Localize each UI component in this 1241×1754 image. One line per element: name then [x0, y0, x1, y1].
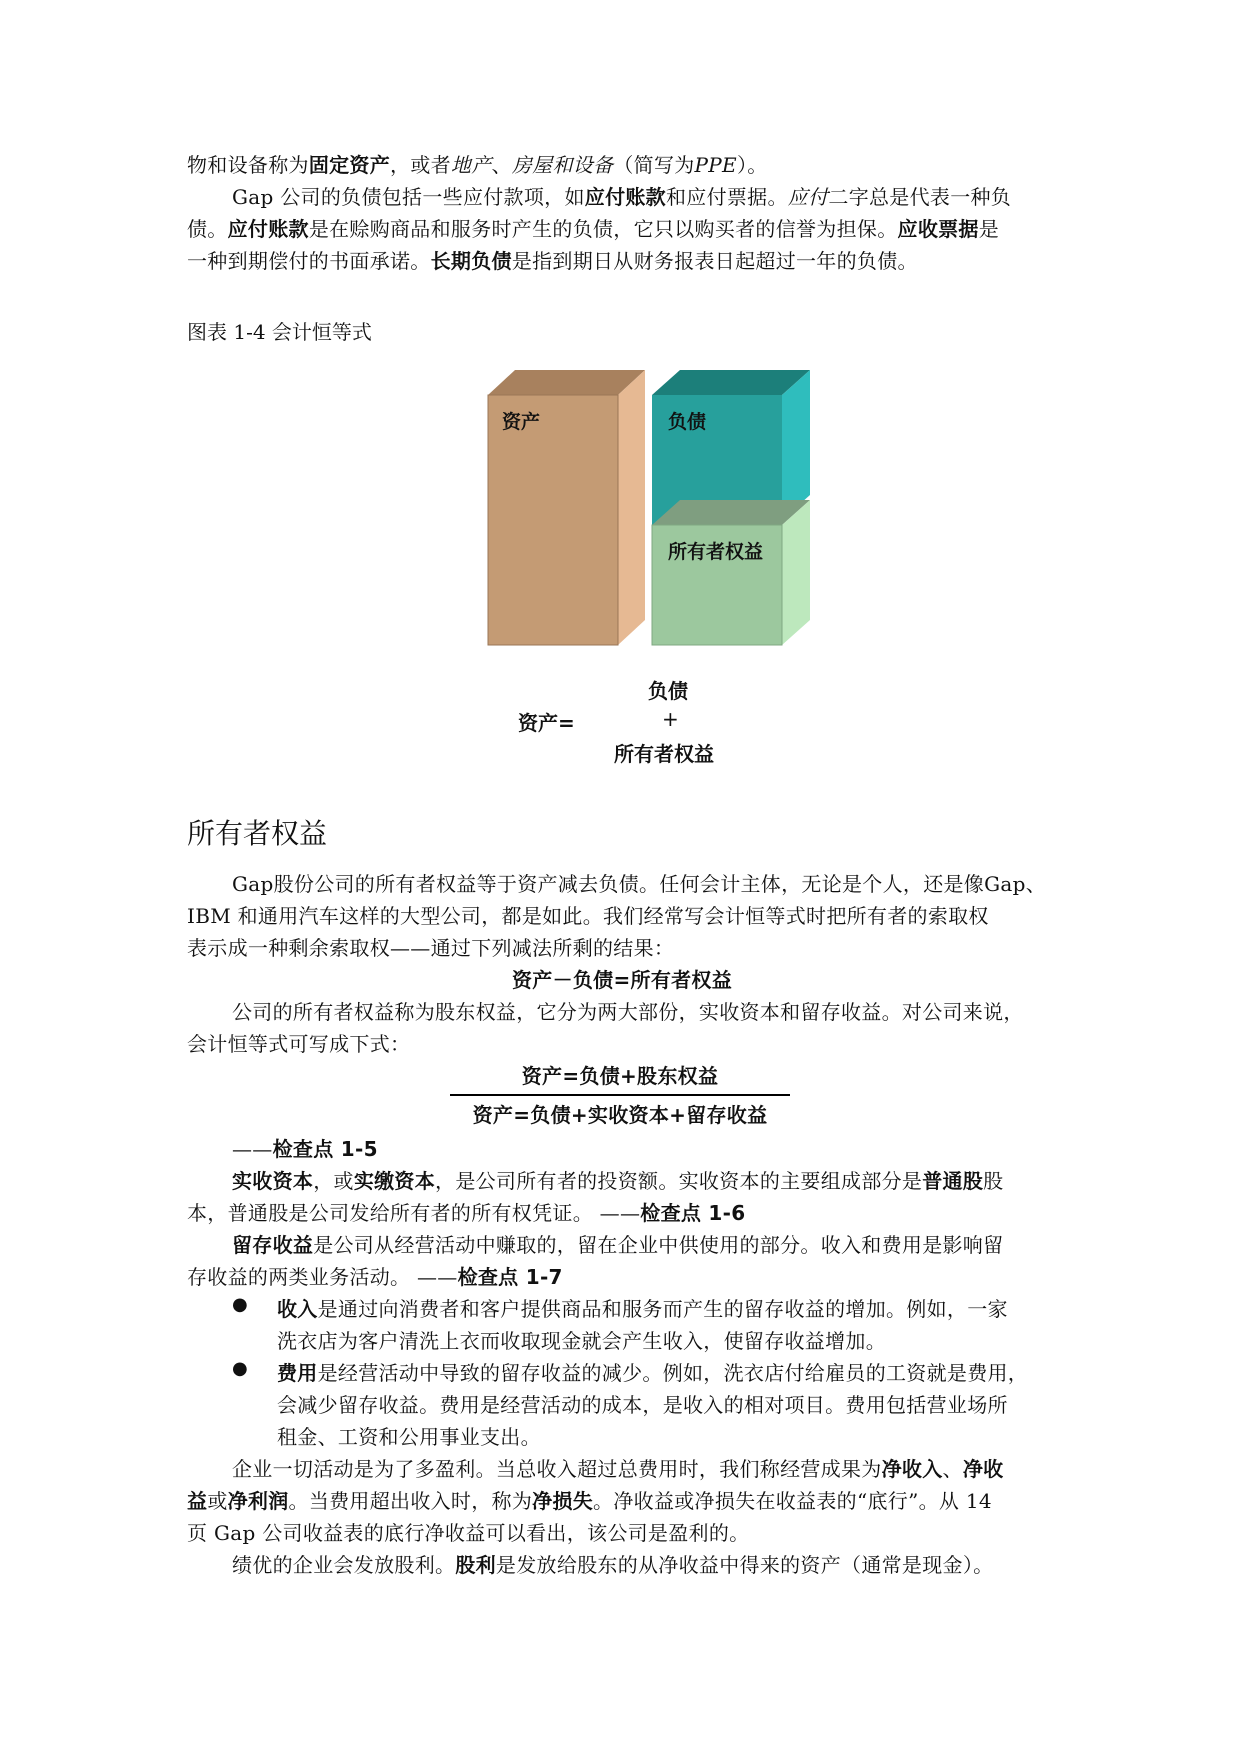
- term-paid-in-capital: 实收资本: [232, 1169, 314, 1193]
- text-line: [277, 1356, 1057, 1390]
- text-run: 、: [942, 1457, 963, 1481]
- text-line: [232, 1228, 1057, 1262]
- term-building-equipment: 房屋和设备: [511, 153, 614, 177]
- text-line: 会计恒等式可写成下式：: [187, 1032, 411, 1056]
- term-contributed-capital: 实缴资本: [353, 1169, 436, 1193]
- text-run: 。当费用超出收入时，称为: [288, 1489, 533, 1513]
- text-line: [187, 244, 1057, 278]
- term-notes-receivable: 应收票据: [897, 217, 979, 241]
- text-run: 二字总是代表一种负: [828, 185, 1012, 209]
- accounting-equation-diagram: [470, 360, 850, 660]
- text-run: 是公司从经营活动中赚取的，留在企业中供使用的部分。收入和费用是影响留: [313, 1233, 1004, 1257]
- text-line: 表示成一种剩余索取权——通过下列减法所剩的结果：: [187, 936, 675, 960]
- term-common-stock: 普通股: [922, 1169, 984, 1193]
- assets-box: [488, 370, 645, 645]
- text-run: 物和设备称为: [187, 153, 309, 177]
- text-run: 本，普通股是公司发给所有者的所有权凭证。 ——: [187, 1201, 641, 1225]
- text-run: 是经营活动中导致的留存收益的减少。例如，洗衣店付给雇员的工资就是费用，: [317, 1361, 1029, 1385]
- text-line: 洗衣店为客户清洗上衣而收取现金就会产生收入，使留存收益增加。: [277, 1329, 886, 1353]
- text-run: 和应付票据。: [665, 185, 788, 209]
- text-run: ）。: [736, 153, 768, 177]
- text-run: 或: [207, 1489, 228, 1513]
- text-line: [187, 148, 1057, 182]
- term-net-loss: 净损失: [532, 1489, 594, 1513]
- text-run: （简写为: [613, 153, 695, 177]
- section-heading: 所有者权益: [187, 817, 328, 850]
- term-accounts-payable: 应付账款: [227, 217, 309, 241]
- figure-caption: 图表 1-4 会计恒等式: [187, 320, 372, 344]
- liabilities-label: 负债: [668, 411, 707, 433]
- text-run: 存收益的两类业务活动。 ——: [187, 1265, 458, 1289]
- text-run: 是通过向消费者和客户提供商品和服务而产生的留存收益的增加。例如，一家: [317, 1297, 1008, 1321]
- term-net-earnings: 益: [187, 1489, 208, 1513]
- equation-stockholders: 资产=负债+股东权益: [521, 1064, 719, 1088]
- text-line: [187, 212, 1057, 246]
- text-line: IBM 和通用汽车这样的大型公司，都是如此。我们经常写会计恒等式时把所有者的索取权: [187, 904, 989, 928]
- text-run: 是指到期日从财务报表日起超过一年的负债。: [511, 249, 918, 273]
- term-net-profit: 净利润: [227, 1489, 289, 1513]
- text-run: 一种到期偿付的书面承诺。: [187, 249, 431, 273]
- term-ppe: PPE: [694, 153, 737, 177]
- text-line: 会减少留存收益。费用是经营活动的成本，是收入的相对项目。费用包括营业场所: [277, 1393, 1008, 1417]
- text-run: 绩优的企业会发放股利。: [232, 1553, 456, 1577]
- text-line: 租金、工资和公用事业支出。: [277, 1425, 541, 1449]
- equation-divider: [450, 1094, 790, 1096]
- bullet-icon: ●: [232, 1358, 248, 1379]
- text-line: [277, 1292, 1057, 1326]
- text-run: 、: [491, 153, 512, 177]
- equity-box: [652, 500, 810, 645]
- equation-basic: 资产－负债=所有者权益: [511, 968, 733, 992]
- text-line: 公司的所有者权益称为股东权益，它分为两大部份，实收资本和留存收益。对公司来说，: [232, 1000, 1024, 1024]
- text-run: 是: [978, 217, 1000, 241]
- term-net-earnings: 净收: [962, 1457, 1004, 1481]
- text-line: [232, 1548, 1057, 1582]
- term-long-term-liabilities: 长期负债: [430, 249, 512, 273]
- equity-label: 所有者权益: [668, 541, 764, 563]
- text-line: [232, 1164, 1057, 1198]
- text-line: [232, 1452, 1057, 1486]
- text-run: 债。: [187, 217, 228, 241]
- checkpoint-label: 检查点 1-6: [640, 1201, 746, 1225]
- eq-plus: +: [662, 707, 679, 731]
- checkpoint-1-5: [232, 1132, 1057, 1166]
- term-land: 地产: [450, 153, 492, 177]
- text-run: ，是公司所有者的投资额。实收资本的主要组成部分是: [435, 1169, 923, 1193]
- text-line: [232, 180, 1057, 214]
- text-line: 页 Gap 公司收益表的底行净收益可以看出，该公司是盈利的。: [187, 1521, 750, 1545]
- assets-label: 资产: [502, 411, 541, 433]
- text-line: Gap股份公司的所有者权益等于资产减去负债。任何会计主体，无论是个人，还是像Gap、: [232, 872, 1047, 896]
- term-payable: 应付: [787, 185, 829, 209]
- term-fixed-assets: 固定资产: [308, 153, 391, 177]
- text-line: [187, 1196, 1057, 1230]
- text-run: ，或者: [390, 153, 451, 177]
- text-run: 。净收益或净损失在收益表的“底行”。从 14: [593, 1489, 992, 1513]
- text-run: ，或: [313, 1169, 354, 1193]
- eq-assets: 资产=: [518, 711, 575, 735]
- text-line: [187, 1484, 1057, 1518]
- eq-liabilities: 负债: [648, 679, 688, 703]
- equation-expanded: 资产=负债+实收资本+留存收益: [472, 1103, 768, 1127]
- term-accounts-payable: 应付账款: [584, 185, 666, 209]
- term-expenses: 费用: [277, 1361, 318, 1385]
- text-run: 企业一切活动是为了多盈利。当总收入超过总费用时，我们称经营成果为: [232, 1457, 882, 1481]
- term-dividends: 股利: [455, 1553, 496, 1577]
- checkpoint-label: 检查点 1-5: [272, 1137, 378, 1161]
- text-run: 是发放给股东的从净收益中得来的资产（通常是现金）。: [495, 1553, 994, 1577]
- text-run: ——: [232, 1137, 273, 1161]
- term-retained-earnings: 留存收益: [232, 1233, 314, 1257]
- text-run: 是在赊购商品和服务时产生的负债，它只以购买者的信誉为担保。: [308, 217, 898, 241]
- text-line: [187, 1260, 1057, 1294]
- checkpoint-label: 检查点 1-7: [457, 1265, 563, 1289]
- eq-equity: 所有者权益: [614, 742, 714, 766]
- term-net-income: 净收入: [881, 1457, 943, 1481]
- text-run: Gap 公司的负债包括一些应付款项，如: [232, 185, 585, 209]
- bullet-icon: ●: [232, 1294, 248, 1315]
- term-revenue: 收入: [277, 1297, 318, 1321]
- text-run: 股: [983, 1169, 1004, 1193]
